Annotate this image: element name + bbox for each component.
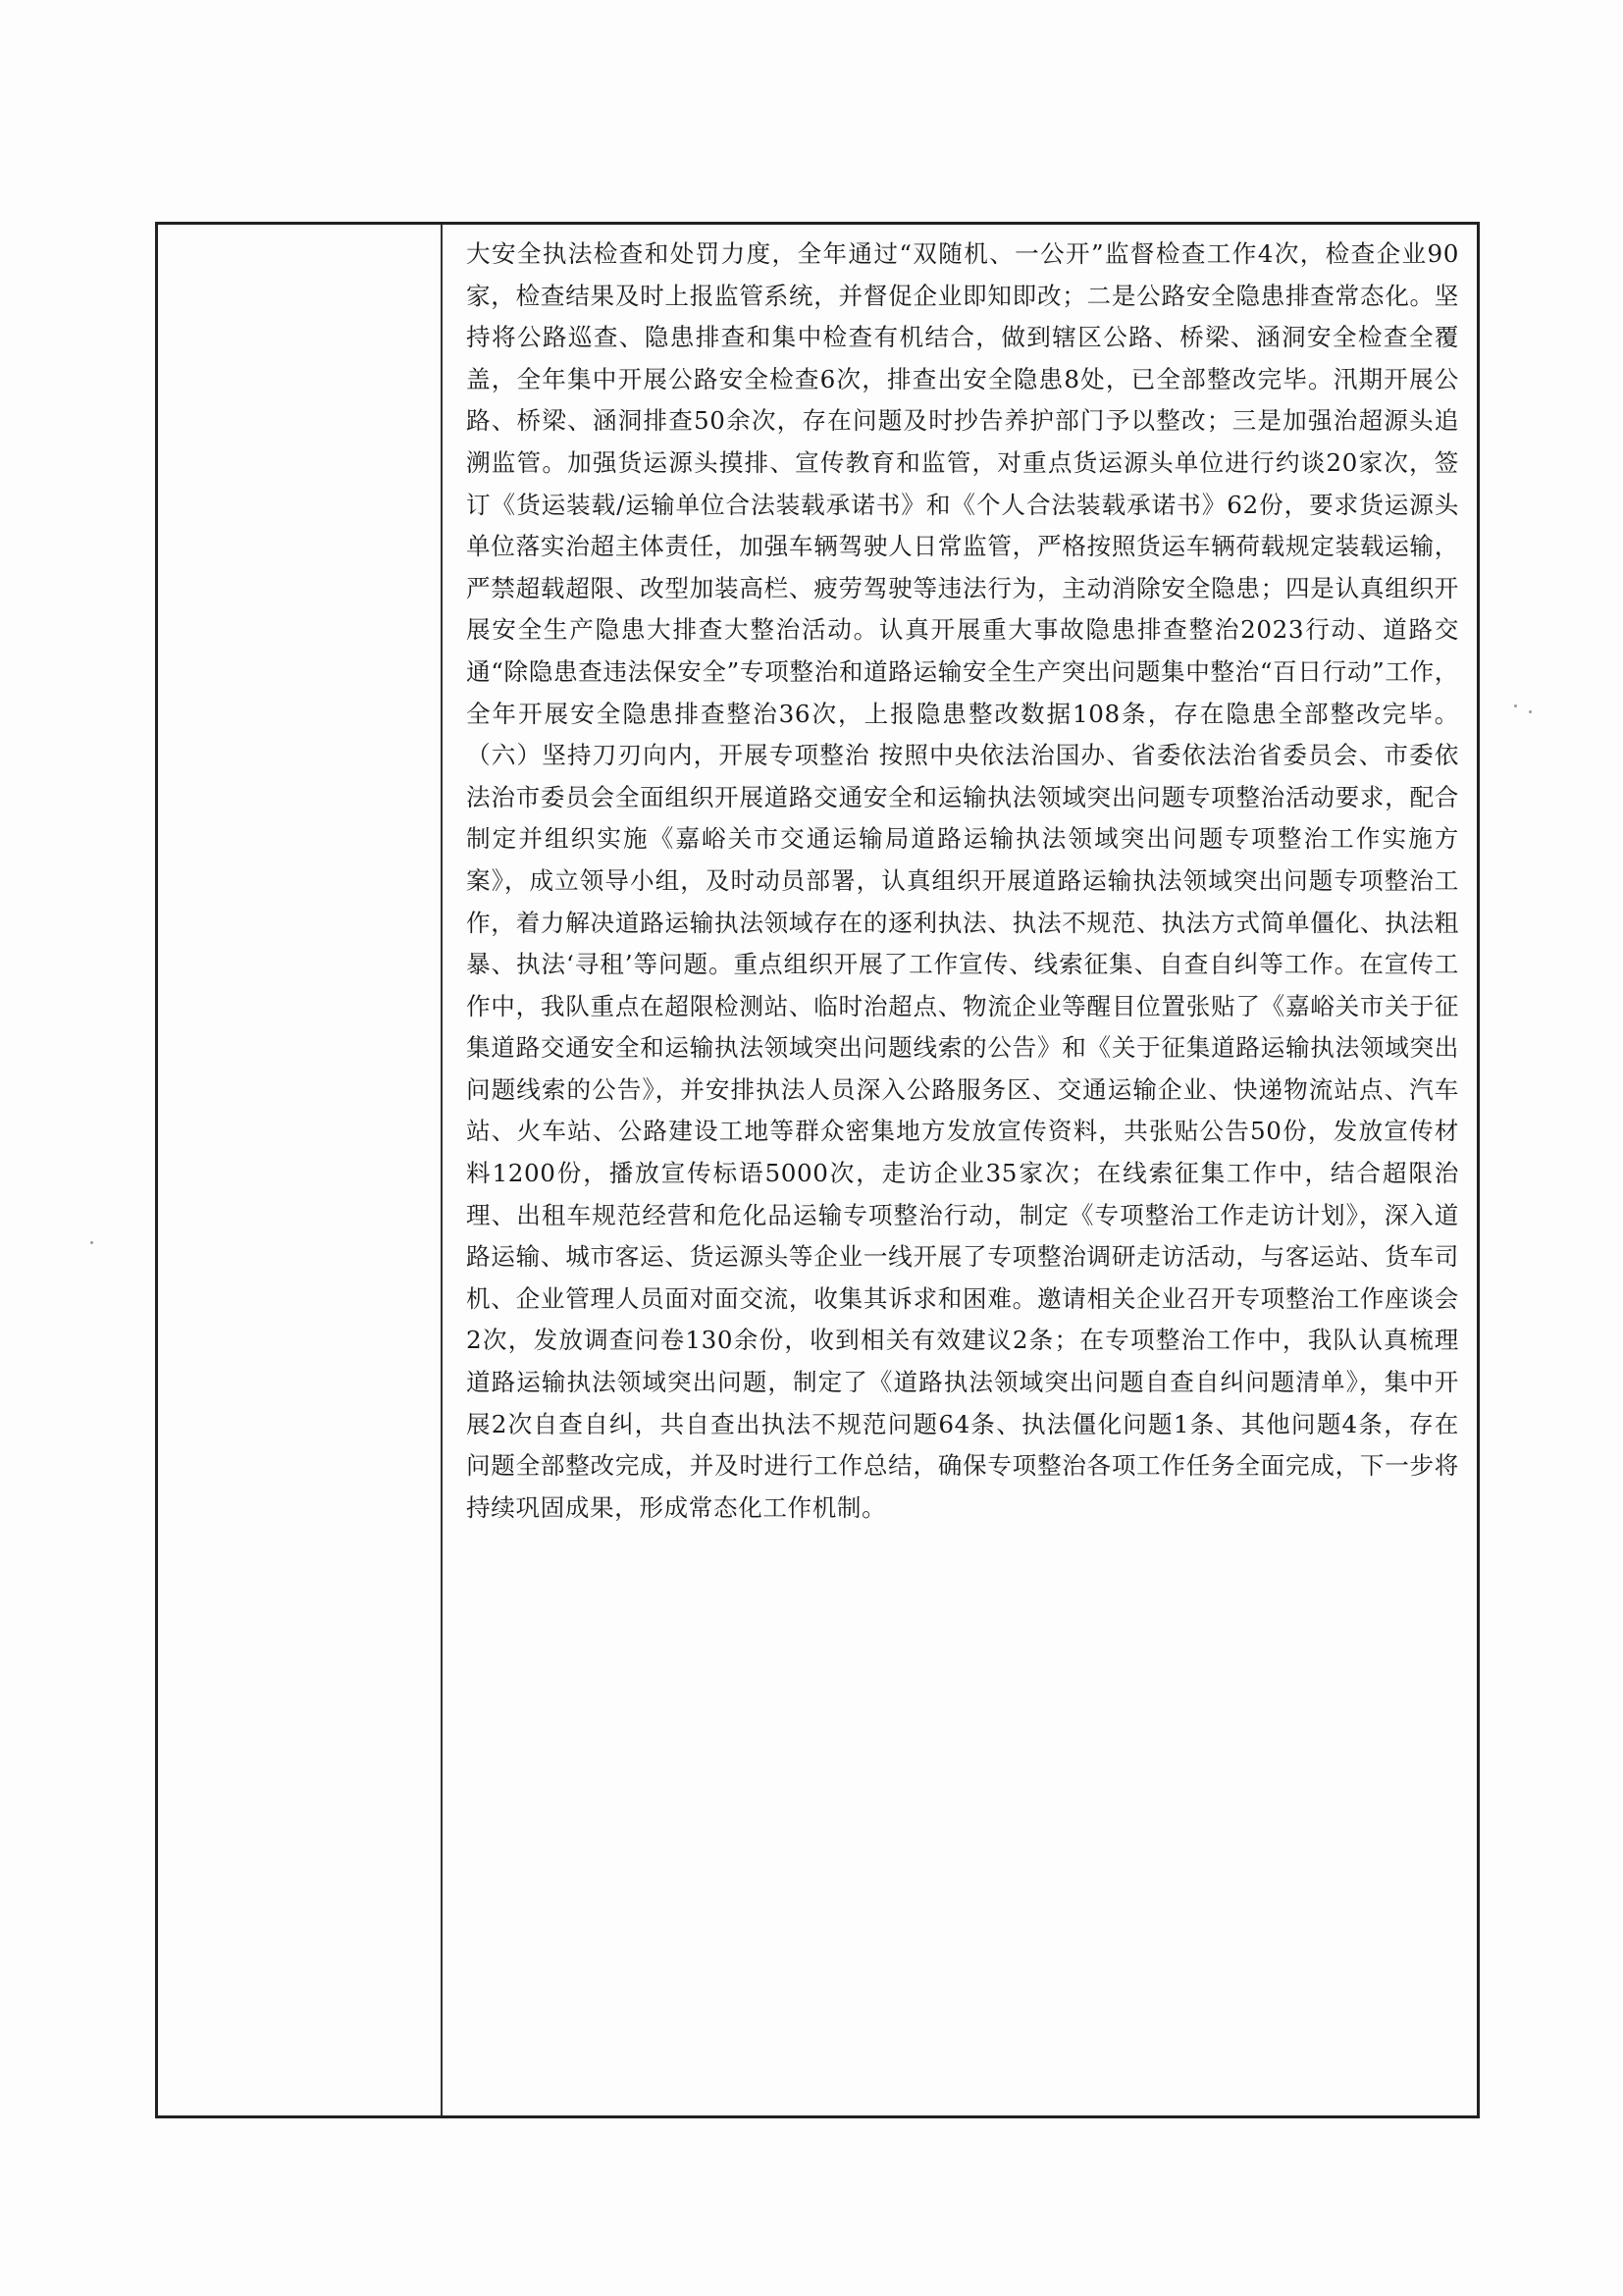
label-column bbox=[158, 225, 443, 2115]
form-table bbox=[155, 222, 1480, 2118]
content-column bbox=[445, 225, 1477, 2115]
scan-speck bbox=[1514, 704, 1517, 707]
scan-speck bbox=[90, 1241, 93, 1244]
body-paragraph: 大安全执法检查和处罚力度，全年通过“双随机、一公开”监督检查工作4次，检查企业90家，检查结果及时上报监管系统，并督促企业即知即改；二是公路安全隐患排查常态化。坚持将公路巡查、隐患排查和集中检查有机结合，做到辖区公路、桥梁、涵洞安全检查全覆盖，全年集中开展公路安全检查6次，排查出安全隐患8处，已全部整改完毕。汛期开展公路、桥梁、涵洞排查50余次，存在问题及时抄告养护部门予以整改；三是加强治超源头追溯监管。加强货运源头摸排、宣传教育和监管，对重点货运源头单位进行约谈20家次，签订《货运装载/运输单位合法装载承诺书》和《个人合法装载承诺书》62份，要求货运源头单位落实治超主体责任，加强车辆驾驶人日常监管，严格按照货运车辆荷载规定装载运输，严禁超载超限、改型加装高栏、疲劳驾驶等违法行为，主动消除安全隐患；四是认真组织开展安全生产隐患大排查大整治活动。认真开展重大事故隐患排查整治2023行动、道路交通“除隐患查违法保安全”专项整治和道路运输安全生产突出问题集中整治“百日行动”工作，全年开展安全隐患排查整治36次，上报隐患整改数据108条，存在隐患全部整改完毕。（六）坚持刀刃向内，开展专项整治 按照中央依法治国办、省委依法治省委员会、市委依法治市委员会全面组织开展道路交通安全和运输执法领域突出问题专项整治活动要求，配合制定并组织实施《嘉峪关市交通运输局道路运输执法领域突出问题专项整治工作实施方案》，成立领导小组，及时动员部署，认真组织开展道路运输执法领域突出问题专项整治工作，着力解决道路运输执法领域存在的逐利执法、执法不规范、执法方式简单僵化、执法粗暴、执法‘寻租’等问题。重点组织开展了工作宣传、线索征集、自查自纠等工作。在宣传工作中，我队重点在超限检测站、临时治超点、物流企业等醒目位置张贴了《嘉峪关市关于征集道路交通安全和运输执法领域突出问题线索的公告》和《关于征集道路运输执法领域突出问题线索的公告》，并安排执法人员深入公路服务区、交通运输企业、快递物流站点、汽车站、火车站、公路建设工地等群众密集地方发放宣传资料，共张贴公告50份，发放宣传材料1200份，播放宣传标语5000次，走访企业35家次；在线索征集工作中，结合超限治理、出租车规范经营和危化品运输专项整治行动，制定《专项整治工作走访计划》，深入道路运输、城市客运、货运源头等企业一线开展了专项整治调研走访活动，与客运站、货车司机、企业管理人员面对面交流，收集其诉求和困难。邀请相关企业召开专项整治工作座谈会2次，发放调查问卷130余份，收到相关有效建议2条；在专项整治工作中，我队认真梳理道路运输执法领域突出问题，制定了《道路执法领域突出问题自查自纠问题清单》，集中开展2次自查自纠，共自查出执法不规范问题64条、执法僵化问题1条、其他问题4条，存在问题全部整改完成，并及时进行工作总结，确保专项整治各项工作任务全面完成，下一步将持续巩固成果，形成常态化工作机制。 bbox=[466, 239, 1459, 1522]
scan-speck bbox=[1529, 710, 1532, 713]
